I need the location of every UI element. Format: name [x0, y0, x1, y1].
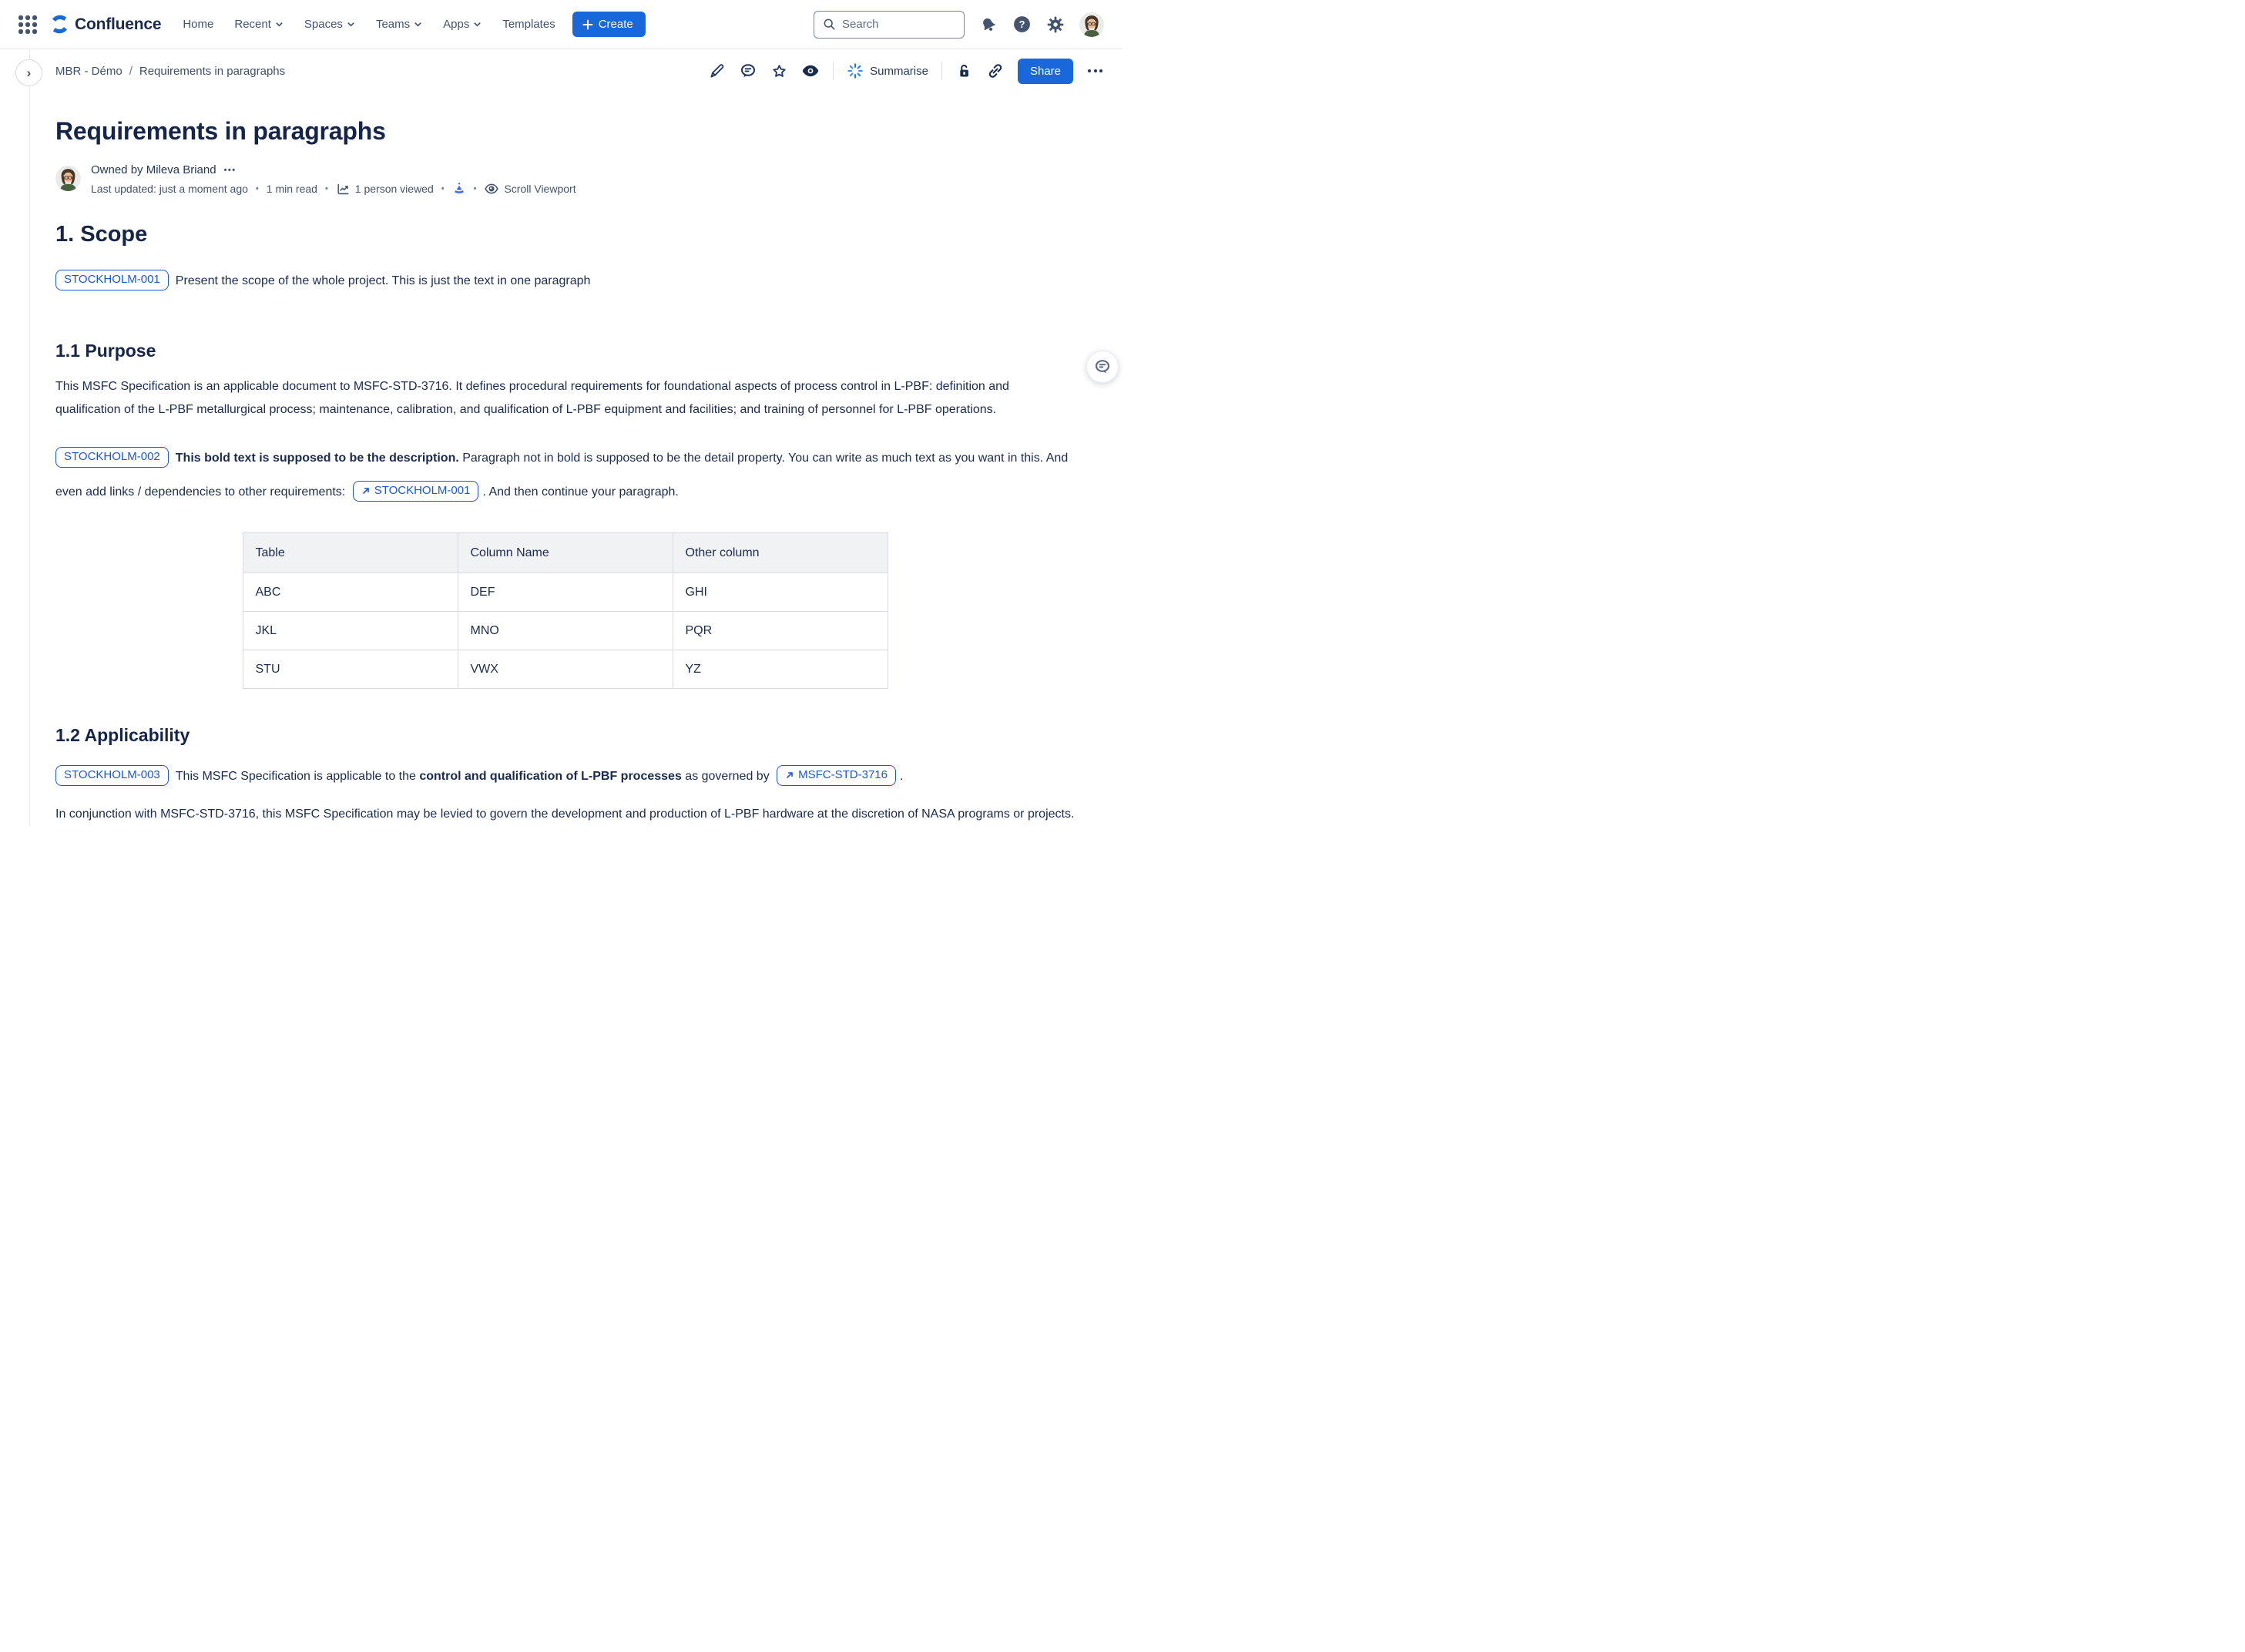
inline-comment-button[interactable] — [1086, 351, 1119, 383]
toolbar-divider — [833, 62, 834, 80]
app-badge-icon[interactable] — [452, 182, 466, 196]
search-input[interactable] — [842, 18, 942, 31]
summarise-button[interactable]: Summarise — [847, 62, 928, 79]
owner-avatar[interactable] — [55, 166, 81, 191]
table-cell: STU — [243, 650, 458, 689]
svg-text:?: ? — [1018, 18, 1025, 30]
scroll-viewport[interactable]: Scroll Viewport — [484, 181, 576, 196]
table-row — [243, 650, 888, 689]
comment-icon — [1093, 358, 1112, 376]
requirement-2 — [55, 442, 1075, 509]
breadcrumb-space[interactable]: MBR - Démo — [55, 64, 122, 78]
breadcrumb — [55, 65, 285, 78]
owned-by[interactable]: Owned by Mileva Briand — [91, 163, 216, 176]
table-cell: YZ — [673, 650, 888, 689]
breadcrumb-bar — [0, 49, 1122, 92]
requirement-1-text: Present the scope of the whole project. This is just the text in one paragraph — [175, 274, 591, 287]
chevron-down-icon — [347, 20, 355, 29]
nav-item-apps[interactable]: Apps — [443, 18, 482, 31]
create-button[interactable]: Create — [572, 12, 646, 37]
requirement-3-text: This MSFC Specification is applicable to the — [175, 770, 420, 783]
share-button[interactable]: Share — [1018, 59, 1073, 84]
plus-icon — [582, 19, 593, 30]
table-header-cell: Column Name — [458, 533, 673, 573]
requirement-2-description: This bold text is supposed to be the description. — [175, 452, 459, 465]
primary-nav — [183, 18, 555, 31]
closing-paragraph: In conjunction with MSFC-STD-3716, this MSFC Specification may be levied to govern the development and production of L-PBF hardware at the discretion of NASA programs or projects. — [55, 808, 1075, 821]
confluence-logo[interactable] — [49, 14, 161, 35]
table-cell: GHI — [673, 573, 888, 612]
expand-sidebar-button[interactable]: › — [15, 59, 42, 86]
unlock-icon[interactable] — [955, 62, 973, 80]
chevron-down-icon — [414, 20, 422, 29]
page-toolbar — [708, 59, 1104, 84]
table-row — [243, 612, 888, 650]
breadcrumb-separator: / — [129, 64, 133, 78]
chevron-down-icon — [473, 20, 482, 29]
page-content — [0, 116, 1122, 826]
table-cell: ABC — [243, 573, 458, 612]
user-avatar[interactable] — [1079, 12, 1104, 37]
copy-link-icon[interactable] — [986, 62, 1005, 80]
table-cell: JKL — [243, 612, 458, 650]
content-table — [243, 532, 888, 689]
toolbar-divider — [941, 62, 942, 80]
heading-purpose: 1.1 Purpose — [55, 341, 156, 361]
table-cell: PQR — [673, 612, 888, 650]
notifications-bell-icon[interactable] — [979, 15, 998, 34]
arrow-up-right-icon — [361, 486, 371, 495]
table-cell: VWX — [458, 650, 673, 689]
star-icon[interactable] — [770, 62, 788, 80]
help-icon[interactable] — [1012, 15, 1032, 34]
requirement-2-detail: Paragraph not in bold is supposed to be the detail property. You can write as much text as you want in this. And even add links / dependencies to other requirements: — [55, 452, 1069, 499]
more-actions-icon[interactable] — [1086, 66, 1104, 76]
search-icon — [822, 17, 837, 32]
nav-item-spaces[interactable]: Spaces — [304, 18, 355, 31]
search-box[interactable] — [814, 11, 965, 39]
heading-applicability: 1.2 Applicability — [55, 725, 190, 745]
purpose-paragraph: This MSFC Specification is an applicable document to MSFC-STD-3716. It defines procedural requirements for foundational aspects of process control in L-PBF: definition and qualification of the L-PBF metallurgical process; maintenance, calibration, and qualification of L-PBF equipment and facilities; and training of personnel for L-PBF operations. — [55, 380, 1009, 416]
watching-eye-icon[interactable] — [801, 62, 820, 80]
viewport-eye-icon — [484, 181, 499, 196]
page-title: Requirements in paragraphs — [55, 117, 386, 145]
edit-pencil-icon[interactable] — [708, 62, 726, 80]
nav-item-recent[interactable]: Recent — [234, 18, 284, 31]
ai-sparkle-icon — [847, 62, 864, 79]
requirement-1 — [55, 266, 1075, 297]
requirement-2-continuation: . And then continue your paragraph. — [482, 485, 679, 499]
requirement-key-chip[interactable]: STOCKHOLM-001 — [55, 270, 169, 290]
chevron-down-icon — [275, 20, 284, 29]
app-switcher-icon[interactable] — [18, 15, 37, 34]
heading-scope: 1. Scope — [55, 222, 148, 247]
comment-icon[interactable] — [739, 62, 757, 80]
requirement-key-chip[interactable]: STOCKHOLM-002 — [55, 447, 169, 468]
read-time: 1 min read — [266, 183, 317, 195]
table-row — [243, 573, 888, 612]
breadcrumb-page[interactable]: Requirements in paragraphs — [139, 64, 286, 78]
nav-item-teams[interactable]: Teams — [376, 18, 422, 31]
requirement-link-chip[interactable]: MSFC-STD-3716 — [777, 765, 896, 786]
settings-gear-icon[interactable] — [1046, 15, 1065, 34]
top-nav — [0, 0, 1122, 49]
requirement-3-text2: as governed by — [681, 770, 774, 783]
last-updated[interactable]: Last updated: just a moment ago — [91, 183, 248, 195]
owner-more-icon[interactable]: ••• — [223, 165, 237, 175]
requirement-key-chip[interactable]: STOCKHOLM-003 — [55, 765, 169, 786]
table-header-cell: Table — [243, 533, 458, 573]
arrow-up-right-icon — [785, 771, 794, 780]
brand-name: Confluence — [75, 15, 162, 33]
table-cell: DEF — [458, 573, 673, 612]
requirement-3 — [55, 760, 1075, 794]
requirement-link-chip[interactable]: STOCKHOLM-001 — [353, 481, 479, 502]
confluence-mark-icon — [49, 14, 70, 35]
byline: Owned by Mileva Briand ••• Last updated: just a moment ago • 1 min read • 1 person viewed • • Scroll Viewport — [55, 163, 1075, 196]
requirement-3-bold: control and qualification of L-PBF processes — [419, 770, 682, 783]
nav-item-home[interactable]: Home — [183, 18, 214, 31]
table-header-cell: Other column — [673, 533, 888, 573]
table-cell: MNO — [458, 612, 673, 650]
views-analytics[interactable]: 1 person viewed — [336, 182, 434, 196]
requirement-3-period: . — [900, 770, 904, 783]
trend-chart-icon — [336, 182, 351, 196]
nav-item-templates[interactable]: Templates — [502, 18, 555, 31]
